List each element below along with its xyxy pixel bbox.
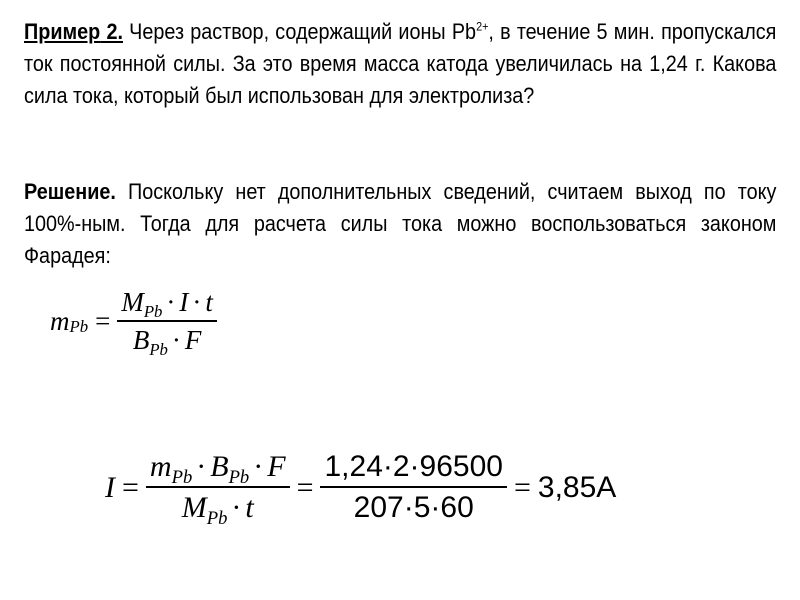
result-value: 3,85 — [537, 470, 597, 504]
pb-subscript: Pb — [69, 317, 89, 337]
equals-sign: = — [122, 470, 139, 504]
solution-paragraph — [24, 176, 776, 272]
symbolic-fraction — [146, 450, 290, 529]
problem-text-a: Через раствор, содержащий ионы Pb — [122, 19, 477, 44]
current-calculation-formula — [105, 450, 617, 529]
faraday-law-formula — [50, 287, 217, 359]
problem-paragraph — [24, 16, 776, 112]
numerator: $M_{Pb} \cdot I \cdot t$ — [121, 287, 213, 321]
equals-sign: = — [296, 470, 314, 504]
solution-text: Поскольку нет дополнительных сведений, считаем выход по току 100%-ным. Тогда для расчета силы тока можно воспользоваться законом Фарадея: — [24, 179, 777, 268]
numeric-fraction — [320, 450, 506, 525]
equals-sign: = — [95, 306, 111, 336]
equals-sign: = — [513, 470, 531, 504]
current-symbol: I — [105, 470, 115, 504]
solution-label: Решение. — [24, 179, 116, 204]
denominator: $B_{Pb} \cdot F$ — [132, 325, 202, 359]
result-unit: A — [596, 470, 617, 504]
ion-charge: 2+ — [476, 19, 489, 34]
numerator: $m_{Pb} \cdot B_{Pb} \cdot F$ — [149, 450, 286, 488]
numeric-denominator: 207·5·60 — [353, 491, 474, 524]
problem-text-b: , в течение 5 мин. пропускался ток постоянной силы. За это время масса катода увеличилась на 1,24 г. Какова сила тока, который был использован для электролиза? — [24, 19, 777, 108]
fraction — [117, 287, 217, 359]
problem-label: Пример 2. — [24, 19, 123, 44]
mass-symbol: m — [50, 306, 70, 336]
numeric-numerator: 1,24·2·96500 — [324, 450, 503, 483]
denominator: $M_{Pb} \cdot t$ — [181, 491, 254, 529]
